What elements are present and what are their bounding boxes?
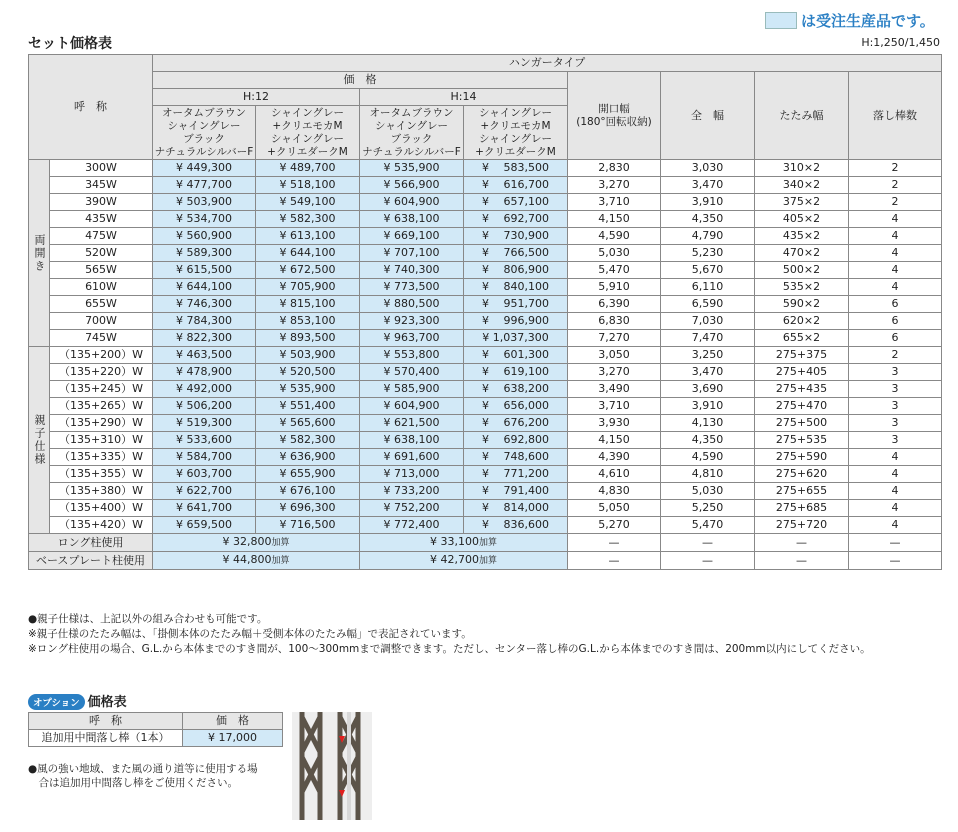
- price-cell: ¥ 836,600: [464, 517, 568, 534]
- spec-cell: 655×2: [755, 330, 849, 347]
- spec-cell: 3: [849, 432, 942, 449]
- price-cell: ¥ 815,100: [256, 296, 360, 313]
- table-row: [29, 517, 942, 534]
- price-cell: ¥ 771,200: [464, 466, 568, 483]
- addon-price-suffix: 加算: [271, 538, 290, 548]
- price-cell: ¥ 535,900: [256, 381, 360, 398]
- table-row: [29, 330, 942, 347]
- addon-price-suffix: 加算: [478, 556, 497, 566]
- spec-cell: 4,130: [661, 415, 755, 432]
- price-cell: ¥ 676,200: [464, 415, 568, 432]
- spec-cell: 5,230: [661, 245, 755, 262]
- option-note: [28, 762, 258, 790]
- addon-price-value: ¥ 44,800: [222, 553, 272, 566]
- price-cell: ¥ 638,100: [360, 211, 464, 228]
- addon-dash: —: [661, 552, 755, 570]
- price-cell: ¥ 638,200: [464, 381, 568, 398]
- addon-dash: —: [849, 552, 942, 570]
- table-row: [29, 500, 942, 517]
- price-cell: ¥ 893,500: [256, 330, 360, 347]
- spec-cell: 5,670: [661, 262, 755, 279]
- price-cell: ¥ 535,900: [360, 160, 464, 177]
- price-cell: ¥ 589,300: [153, 245, 256, 262]
- spec-cell: 3,050: [568, 347, 661, 364]
- addon-dash: —: [661, 534, 755, 552]
- table-row: [29, 449, 942, 466]
- option-price: ¥ 17,000: [183, 730, 283, 747]
- price-cell: ¥ 534,700: [153, 211, 256, 228]
- made-to-order-legend-swatch: [765, 12, 797, 29]
- table-row: [29, 415, 942, 432]
- row-name: 475W: [50, 228, 153, 245]
- addon-label: ロング柱使用: [29, 534, 153, 552]
- row-name: （135+310）W: [50, 432, 153, 449]
- price-cell: ¥ 551,400: [256, 398, 360, 415]
- spec-cell: 5,050: [568, 500, 661, 517]
- page-title: セット価格表: [28, 36, 112, 52]
- row-name: 700W: [50, 313, 153, 330]
- price-cell: ¥ 519,300: [153, 415, 256, 432]
- spec-cell: 3,490: [568, 381, 661, 398]
- price-cell: ¥ 696,300: [256, 500, 360, 517]
- spec-cell: 375×2: [755, 194, 849, 211]
- addon-price-value: ¥ 32,800: [222, 535, 272, 548]
- price-cell: ¥ 489,700: [256, 160, 360, 177]
- price-cell: ¥ 746,300: [153, 296, 256, 313]
- price-cell: ¥ 880,500: [360, 296, 464, 313]
- price-cell: ¥ 692,800: [464, 432, 568, 449]
- price-cell: ¥ 752,200: [360, 500, 464, 517]
- price-cell: ¥ 963,700: [360, 330, 464, 347]
- spec-cell: 275+375: [755, 347, 849, 364]
- price-cell: ¥ 644,100: [256, 245, 360, 262]
- table-row: [29, 245, 942, 262]
- price-cell: ¥ 705,900: [256, 279, 360, 296]
- spec-cell: 275+620: [755, 466, 849, 483]
- spec-cell: 5,030: [661, 483, 755, 500]
- price-cell: ¥ 791,400: [464, 483, 568, 500]
- price-cell: ¥ 840,100: [464, 279, 568, 296]
- spec-cell: 3,270: [568, 364, 661, 381]
- header-opening: 開口幅 (180°回転収納): [568, 72, 661, 160]
- spec-cell: 275+470: [755, 398, 849, 415]
- table-row: [29, 228, 942, 245]
- set-price-table: [28, 54, 942, 570]
- header-folded: たたみ幅: [755, 72, 849, 160]
- header-bars: 落し棒数: [849, 72, 942, 160]
- spec-cell: 4,150: [568, 432, 661, 449]
- spec-cell: 275+405: [755, 364, 849, 381]
- price-cell: ¥ 733,200: [360, 483, 464, 500]
- spec-cell: 6,830: [568, 313, 661, 330]
- price-cell: ¥ 477,700: [153, 177, 256, 194]
- price-cell: ¥ 570,400: [360, 364, 464, 381]
- price-cell: ¥ 730,900: [464, 228, 568, 245]
- spec-cell: 4,590: [661, 449, 755, 466]
- spec-cell: 3,690: [661, 381, 755, 398]
- price-cell: ¥ 585,900: [360, 381, 464, 398]
- price-cell: ¥ 669,100: [360, 228, 464, 245]
- spec-cell: 5,030: [568, 245, 661, 262]
- option-note-line-1: ●風の強い地域、また風の通り道等に使用する場: [28, 763, 258, 775]
- spec-cell: 4: [849, 517, 942, 534]
- header-h14-col-a: オータムブラウン シャイングレー ブラック ナチュラルシルバーF: [360, 106, 464, 160]
- addon-row: [29, 552, 942, 570]
- addon-price-suffix: 加算: [478, 538, 497, 548]
- row-name: 565W: [50, 262, 153, 279]
- spec-cell: 3: [849, 415, 942, 432]
- table-row: [29, 177, 942, 194]
- addon-price-value: ¥ 42,700: [430, 553, 479, 566]
- spec-cell: 3,930: [568, 415, 661, 432]
- price-cell: ¥ 549,100: [256, 194, 360, 211]
- price-cell: ¥ 713,000: [360, 466, 464, 483]
- price-cell: ¥ 603,700: [153, 466, 256, 483]
- spec-cell: 3,470: [661, 364, 755, 381]
- row-name: 300W: [50, 160, 153, 177]
- option-col-name: 呼 称: [29, 713, 183, 730]
- spec-cell: 500×2: [755, 262, 849, 279]
- spec-cell: 4: [849, 245, 942, 262]
- header-h12: H:12: [153, 89, 360, 106]
- table-row: [29, 347, 942, 364]
- spec-cell: 275+720: [755, 517, 849, 534]
- made-to-order-legend-text: は受注生産品です。: [801, 12, 935, 30]
- price-cell: ¥ 641,700: [153, 500, 256, 517]
- price-cell: ¥ 604,900: [360, 194, 464, 211]
- table-row: [29, 432, 942, 449]
- addon-dash: —: [755, 534, 849, 552]
- spec-cell: 4: [849, 262, 942, 279]
- spec-cell: 4: [849, 228, 942, 245]
- addon-price-h14: [360, 552, 568, 570]
- spec-cell: 4,590: [568, 228, 661, 245]
- header-name: 呼 称: [29, 55, 153, 160]
- spec-cell: 5,270: [568, 517, 661, 534]
- table-row: [29, 398, 942, 415]
- spec-cell: 4,830: [568, 483, 661, 500]
- spec-cell: 590×2: [755, 296, 849, 313]
- spec-cell: 6: [849, 296, 942, 313]
- spec-cell: 4,790: [661, 228, 755, 245]
- spec-cell: 2: [849, 194, 942, 211]
- row-name: 345W: [50, 177, 153, 194]
- row-name: （135+400）W: [50, 500, 153, 517]
- spec-cell: 4: [849, 211, 942, 228]
- spec-cell: 3,250: [661, 347, 755, 364]
- price-cell: ¥ 621,500: [360, 415, 464, 432]
- spec-cell: 275+655: [755, 483, 849, 500]
- spec-cell: 2: [849, 177, 942, 194]
- price-cell: ¥ 707,100: [360, 245, 464, 262]
- price-cell: ¥ 613,100: [256, 228, 360, 245]
- spec-cell: 2: [849, 347, 942, 364]
- spec-cell: 275+500: [755, 415, 849, 432]
- spec-cell: 340×2: [755, 177, 849, 194]
- table-row: [29, 364, 942, 381]
- height-note: H:1,250/1,450: [861, 36, 940, 49]
- price-cell: ¥ 814,000: [464, 500, 568, 517]
- price-cell: ¥ 619,100: [464, 364, 568, 381]
- row-name: （135+245）W: [50, 381, 153, 398]
- spec-cell: 6: [849, 330, 942, 347]
- price-cell: ¥ 478,900: [153, 364, 256, 381]
- row-name: （135+355）W: [50, 466, 153, 483]
- price-cell: ¥ 582,300: [256, 211, 360, 228]
- spec-cell: 535×2: [755, 279, 849, 296]
- price-cell: ¥ 740,300: [360, 262, 464, 279]
- price-cell: ¥ 616,700: [464, 177, 568, 194]
- price-cell: ¥ 520,500: [256, 364, 360, 381]
- row-name: （135+220）W: [50, 364, 153, 381]
- spec-cell: 5,470: [661, 517, 755, 534]
- row-name: 520W: [50, 245, 153, 262]
- spec-cell: 275+435: [755, 381, 849, 398]
- addon-price-h14: [360, 534, 568, 552]
- addon-price-value: ¥ 33,100: [430, 535, 479, 548]
- option-badge: オプション: [28, 694, 85, 710]
- price-cell: ¥ 716,500: [256, 517, 360, 534]
- addon-price-h12: [153, 534, 360, 552]
- row-name: （135+265）W: [50, 398, 153, 415]
- addon-dash: —: [568, 552, 661, 570]
- row-name: （135+335）W: [50, 449, 153, 466]
- price-cell: ¥ 518,100: [256, 177, 360, 194]
- price-cell: ¥ 503,900: [153, 194, 256, 211]
- spec-cell: 5,470: [568, 262, 661, 279]
- price-cell: ¥ 748,600: [464, 449, 568, 466]
- price-cell: ¥ 583,500: [464, 160, 568, 177]
- price-cell: ¥ 692,700: [464, 211, 568, 228]
- spec-cell: 3,910: [661, 398, 755, 415]
- spec-cell: 4,610: [568, 466, 661, 483]
- table-row: [29, 279, 942, 296]
- price-cell: ¥ 533,600: [153, 432, 256, 449]
- price-cell: ¥ 503,900: [256, 347, 360, 364]
- option-title-text: 価格表: [87, 695, 127, 710]
- row-name: 745W: [50, 330, 153, 347]
- spec-cell: 6,110: [661, 279, 755, 296]
- price-cell: ¥ 784,300: [153, 313, 256, 330]
- spec-cell: 4,350: [661, 211, 755, 228]
- price-cell: ¥ 553,800: [360, 347, 464, 364]
- spec-cell: 405×2: [755, 211, 849, 228]
- spec-cell: 7,030: [661, 313, 755, 330]
- spec-cell: 3: [849, 398, 942, 415]
- addon-row: [29, 534, 942, 552]
- spec-cell: 275+535: [755, 432, 849, 449]
- option-note-line-2: 合は追加用中間落し棒をご使用ください。: [28, 777, 238, 789]
- spec-cell: 4: [849, 483, 942, 500]
- row-name: 610W: [50, 279, 153, 296]
- price-cell: ¥ 604,900: [360, 398, 464, 415]
- price-cell: ¥ 492,000: [153, 381, 256, 398]
- spec-cell: 4,390: [568, 449, 661, 466]
- note-3: ※ロング柱使用の場合、G.L.から本体までのすき間が、100～300mmまで調整できます。ただし、センター落し棒のG.L.から本体までのすき間は、200mm以内にしてください。: [28, 643, 871, 655]
- price-cell: ¥ 772,400: [360, 517, 464, 534]
- spec-cell: 4,810: [661, 466, 755, 483]
- addon-dash: —: [849, 534, 942, 552]
- price-cell: ¥ 463,500: [153, 347, 256, 364]
- spec-cell: 275+685: [755, 500, 849, 517]
- table-row: [29, 194, 942, 211]
- group-parent-child: 親子仕様: [29, 347, 50, 534]
- spec-cell: 7,470: [661, 330, 755, 347]
- row-name: （135+200）W: [50, 347, 153, 364]
- spec-cell: 470×2: [755, 245, 849, 262]
- price-cell: ¥ 636,900: [256, 449, 360, 466]
- spec-cell: 4: [849, 279, 942, 296]
- table-row: [29, 313, 942, 330]
- table-row: [29, 211, 942, 228]
- addon-price-h12: [153, 552, 360, 570]
- price-cell: ¥ 565,600: [256, 415, 360, 432]
- spec-cell: 3,270: [568, 177, 661, 194]
- price-cell: ¥ 601,300: [464, 347, 568, 364]
- spec-cell: 2,830: [568, 160, 661, 177]
- spec-cell: 275+590: [755, 449, 849, 466]
- spec-cell: 3,030: [661, 160, 755, 177]
- row-name: 435W: [50, 211, 153, 228]
- spec-cell: 3,710: [568, 194, 661, 211]
- price-cell: ¥ 506,200: [153, 398, 256, 415]
- drop-bar-photo: [292, 712, 372, 820]
- spec-cell: 5,910: [568, 279, 661, 296]
- addon-price-suffix: 加算: [271, 556, 290, 566]
- price-cell: ¥ 659,500: [153, 517, 256, 534]
- table-row: [29, 483, 942, 500]
- spec-cell: 6,590: [661, 296, 755, 313]
- spec-cell: 3: [849, 381, 942, 398]
- price-cell: ¥ 806,900: [464, 262, 568, 279]
- table-row: [29, 381, 942, 398]
- price-cell: ¥ 560,900: [153, 228, 256, 245]
- spec-cell: 6,390: [568, 296, 661, 313]
- price-cell: ¥ 582,300: [256, 432, 360, 449]
- spec-cell: 4: [849, 466, 942, 483]
- spec-cell: 620×2: [755, 313, 849, 330]
- price-cell: ¥ 676,100: [256, 483, 360, 500]
- price-cell: ¥ 566,900: [360, 177, 464, 194]
- spec-cell: 4: [849, 500, 942, 517]
- price-cell: ¥ 644,100: [153, 279, 256, 296]
- price-cell: ¥ 822,300: [153, 330, 256, 347]
- price-cell: ¥ 584,700: [153, 449, 256, 466]
- price-cell: ¥ 853,100: [256, 313, 360, 330]
- addon-dash: —: [755, 552, 849, 570]
- spec-cell: 2: [849, 160, 942, 177]
- note-2: ※親子仕様のたたみ幅は、「掛側本体のたたみ幅＋受側本体のたたみ幅」で表記されています。: [28, 628, 472, 640]
- price-cell: ¥ 622,700: [153, 483, 256, 500]
- spec-cell: 4,150: [568, 211, 661, 228]
- price-cell: ¥ 951,700: [464, 296, 568, 313]
- notes: [28, 612, 871, 657]
- spec-cell: 3: [849, 364, 942, 381]
- option-price-table: [28, 712, 283, 747]
- spec-cell: 7,270: [568, 330, 661, 347]
- price-cell: ¥ 773,500: [360, 279, 464, 296]
- addon-label: ベースプレート柱使用: [29, 552, 153, 570]
- price-cell: ¥ 923,300: [360, 313, 464, 330]
- row-name: 390W: [50, 194, 153, 211]
- note-1: ●親子仕様は、上記以外の組み合わせも可能です。: [28, 613, 268, 625]
- option-title: [28, 691, 127, 710]
- spec-cell: 3,910: [661, 194, 755, 211]
- header-type: ハンガータイプ: [153, 55, 942, 72]
- price-cell: ¥ 615,500: [153, 262, 256, 279]
- group-double: 両開き: [29, 160, 50, 347]
- header-h12-col-a: オータムブラウン シャイングレー ブラック ナチュラルシルバーF: [153, 106, 256, 160]
- table-row: [29, 160, 942, 177]
- row-name: （135+290）W: [50, 415, 153, 432]
- spec-cell: 4,350: [661, 432, 755, 449]
- header-h12-col-b: シャイングレー +クリエモカM シャイングレー +クリエダークM: [256, 106, 360, 160]
- price-cell: ¥ 656,000: [464, 398, 568, 415]
- row-name: （135+420）W: [50, 517, 153, 534]
- addon-dash: —: [568, 534, 661, 552]
- spec-cell: 5,250: [661, 500, 755, 517]
- spec-cell: 4: [849, 449, 942, 466]
- table-row: [29, 296, 942, 313]
- row-name: 655W: [50, 296, 153, 313]
- spec-cell: 435×2: [755, 228, 849, 245]
- spec-cell: 6: [849, 313, 942, 330]
- price-cell: ¥ 766,500: [464, 245, 568, 262]
- price-cell: ¥ 996,900: [464, 313, 568, 330]
- price-cell: ¥ 672,500: [256, 262, 360, 279]
- header-h14-col-b: シャイングレー +クリエモカM シャイングレー +クリエダークM: [464, 106, 568, 160]
- price-cell: ¥ 1,037,300: [464, 330, 568, 347]
- row-name: （135+380）W: [50, 483, 153, 500]
- spec-cell: 310×2: [755, 160, 849, 177]
- header-h14: H:14: [360, 89, 568, 106]
- price-cell: ¥ 657,100: [464, 194, 568, 211]
- price-cell: ¥ 449,300: [153, 160, 256, 177]
- option-col-price: 価 格: [183, 713, 283, 730]
- spec-cell: 3,710: [568, 398, 661, 415]
- price-cell: ¥ 655,900: [256, 466, 360, 483]
- spec-cell: 3,470: [661, 177, 755, 194]
- header-width: 全 幅: [661, 72, 755, 160]
- option-item: 追加用中間落し棒（1本）: [29, 730, 183, 747]
- price-rows: [29, 160, 942, 570]
- table-row: [29, 262, 942, 279]
- price-cell: ¥ 638,100: [360, 432, 464, 449]
- price-cell: ¥ 691,600: [360, 449, 464, 466]
- table-row: [29, 466, 942, 483]
- header-price: 価 格: [153, 72, 568, 89]
